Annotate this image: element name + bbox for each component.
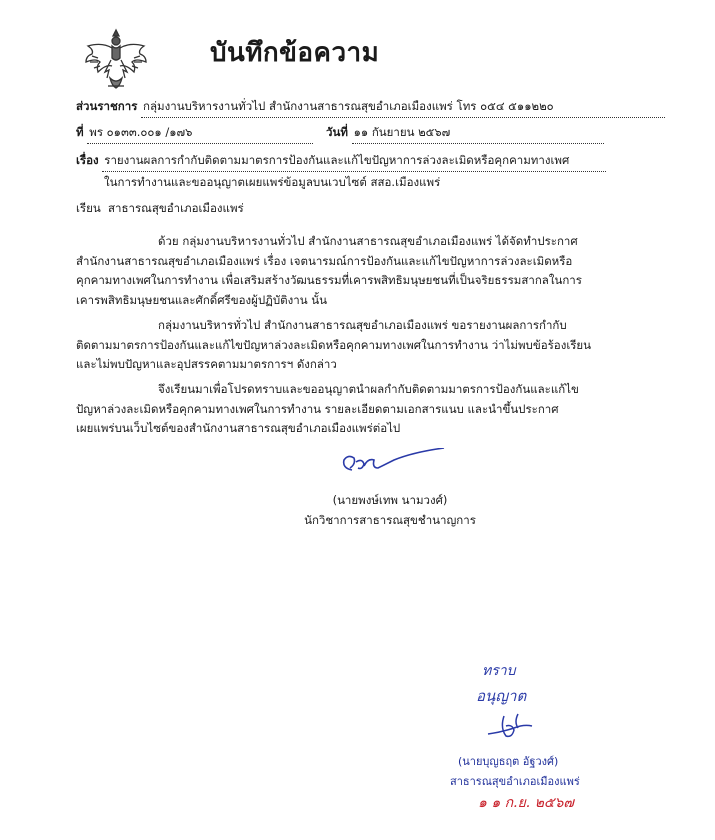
reference-label: ที่ [76, 125, 84, 139]
reference-number: พร ๐๑๓๓.๐๐๑ /๑๗๖ [87, 124, 313, 144]
recipient-label: เรียน [76, 201, 101, 215]
agency-value: กลุ่มงานบริหารงานทั่วไป สำนักงานสาธารณสุขอำเภอเมืองแพร่ โทร ๐๕๔ ๕๑๑๒๒๐ [141, 98, 665, 118]
approval-note-acknowledged: ทราบ [482, 663, 516, 679]
paragraph-1 [76, 232, 616, 310]
date-label: วันที่ [326, 125, 348, 139]
subject-row [76, 152, 606, 172]
recipient-row [76, 200, 244, 218]
agency-label: ส่วนราชการ [76, 99, 138, 113]
paragraph-2-line: ติดตามมาตรการป้องกันและแก้ไขปัญหาล่วงละเมิดหรือคุกคามทางเพศในการทำงาน ว่าไม่พบข้อร้องเรียน [76, 337, 592, 352]
subject-line-2: ในการทำงานและขออนุญาตเผยแพร่ข้อมูลบนเวบไซต์ สสอ.เมืองแพร่ [104, 175, 441, 189]
approver-position: สาธารณสุขอำเภอเมืองแพร่ [450, 775, 580, 788]
paragraph-3 [76, 380, 616, 439]
document-title: บันทึกข้อความ [210, 38, 380, 68]
paragraph-1-line: คุกคามทางเพศในการทำงาน เพื่อเสริมสร้างวัฒนธรรมที่เคารพสิทธิมนุษยชนที่เป็นจริยธรรมสากลในการ [76, 273, 582, 287]
approver-name: (นายบุญธฤต อัฐวงศ์) [458, 755, 559, 768]
paragraph-2-line: กลุ่มงานบริหารทั่วไป สำนักงานสาธารณสุขอำเภอเมืองแพร่ ขอรายงานผลการกำกับ [158, 318, 567, 332]
signer-signature-icon [330, 448, 450, 484]
date-row [326, 124, 604, 144]
approval-date: ๑ ๑ ก.ย. ๒๕๖๗ [478, 795, 574, 811]
paragraph-1-line: ด้วย กลุ่มงานบริหารงานทั่วไป สำนักงานสาธารณสุขอำเภอเมืองแพร่ ได้จัดทำประกาศ [158, 234, 578, 248]
paragraph-3-line: ปัญหาล่วงละเมิดหรือคุกคามทางเพศในการทำงาน รายละเอียดตามเอกสารแนบ และนำขึ้นประกาศ [76, 401, 559, 416]
recipient-value: สาธารณสุขอำเภอเมืองแพร่ [108, 201, 244, 215]
signer-name: (นายพงษ์เทพ นามวงศ์) [332, 493, 448, 507]
paragraph-1-line: สำนักงานสาธารณสุขอำเภอเมืองแพร่ เรื่อง เจตนารมณ์การป้องกันและแก้ไขปัญหาการล่วงละเมิดหรือ [76, 253, 573, 268]
date-value: ๑๑ กันยายน ๒๕๖๗ [352, 124, 604, 144]
subject-line-1: รายงานผลการกำกับติดตามมาตรการป้องกันและแก้ไขปัญหาการล่วงละเมิดหรือคุกคามทางเพศ [102, 152, 606, 172]
signer-position: นักวิชาการสาธารณสุขชำนาญการ [304, 513, 476, 527]
approver-signature-icon [480, 708, 540, 744]
garuda-emblem-icon [84, 26, 148, 92]
reference-row [76, 124, 313, 144]
paragraph-1-line: เคารพสิทธิมนุษยชนและศักดิ์ศรีของผู้ปฏิบัติงาน นั้น [76, 292, 327, 307]
paragraph-2-line: และไม่พบปัญหาและอุปสรรคตามมาตรการฯ ดังกล่าว [76, 357, 337, 371]
approval-note-permitted: อนุญาต [476, 687, 527, 705]
agency-row [76, 98, 665, 118]
paragraph-2 [76, 316, 616, 375]
subject-label: เรื่อง [76, 153, 99, 167]
paragraph-3-line: จึงเรียนมาเพื่อโปรดทราบและขออนุญาตนำผลกำกับติดตามมาตรการป้องกันและแก้ไข [158, 382, 579, 396]
paragraph-3-line: เผยแพร่บนเว็บไซต์ของสำนักงานสาธารณสุขอำเภอเมืองแพร่ต่อไป [76, 421, 401, 435]
